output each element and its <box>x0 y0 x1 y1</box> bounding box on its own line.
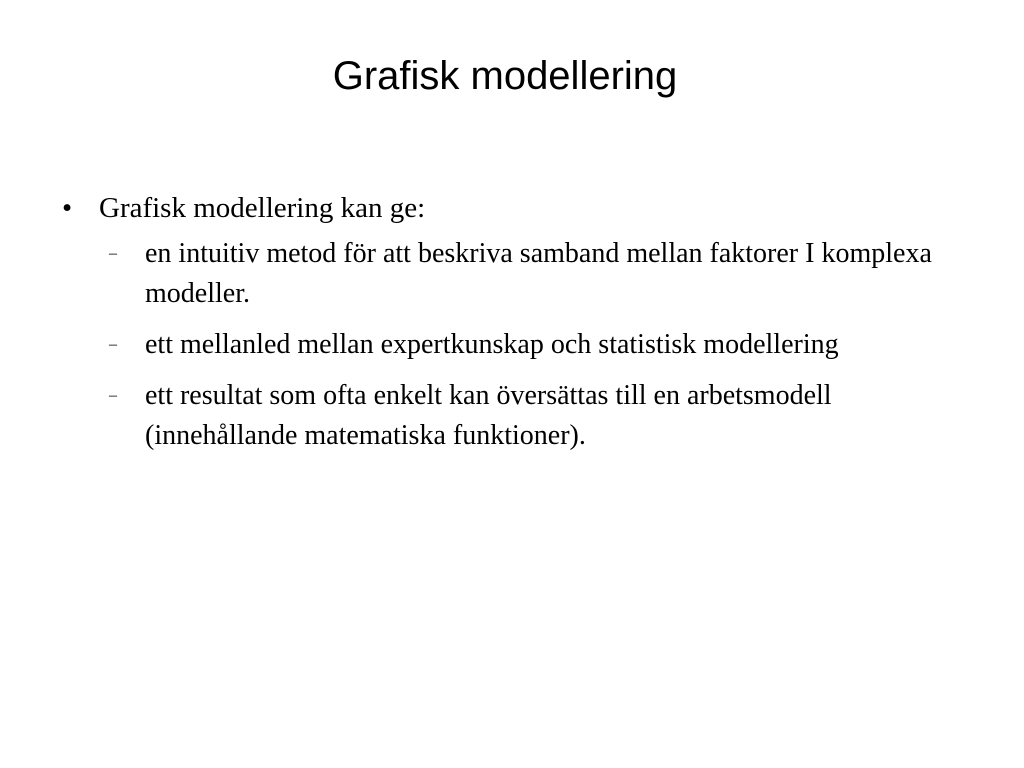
slide-title: Grafisk modellering <box>332 54 678 98</box>
sub-bullet <box>62 325 982 365</box>
sub-bullet-text: ett resultat som ofta enkelt kan översättas till en arbetsmodell (innehållande matematiska funktioner). <box>145 380 832 451</box>
sub-bullet <box>62 234 982 314</box>
bullet-dot-icon: • <box>62 192 73 224</box>
slide-body <box>62 188 982 467</box>
dash-icon: – <box>109 245 117 262</box>
main-bullet-text: Grafisk modellering kan ge: <box>99 192 426 224</box>
sub-bullet <box>62 376 982 456</box>
sub-bullet-list <box>62 234 982 456</box>
sub-bullet-text: ett mellanled mellan expertkunskap och statistisk modellering <box>145 329 839 360</box>
main-bullet <box>62 188 982 228</box>
dash-icon: – <box>109 387 117 404</box>
dash-icon: – <box>109 336 117 353</box>
sub-bullet-text: en intuitiv metod för att beskriva samband mellan faktorer I komplexa modeller. <box>145 238 932 309</box>
